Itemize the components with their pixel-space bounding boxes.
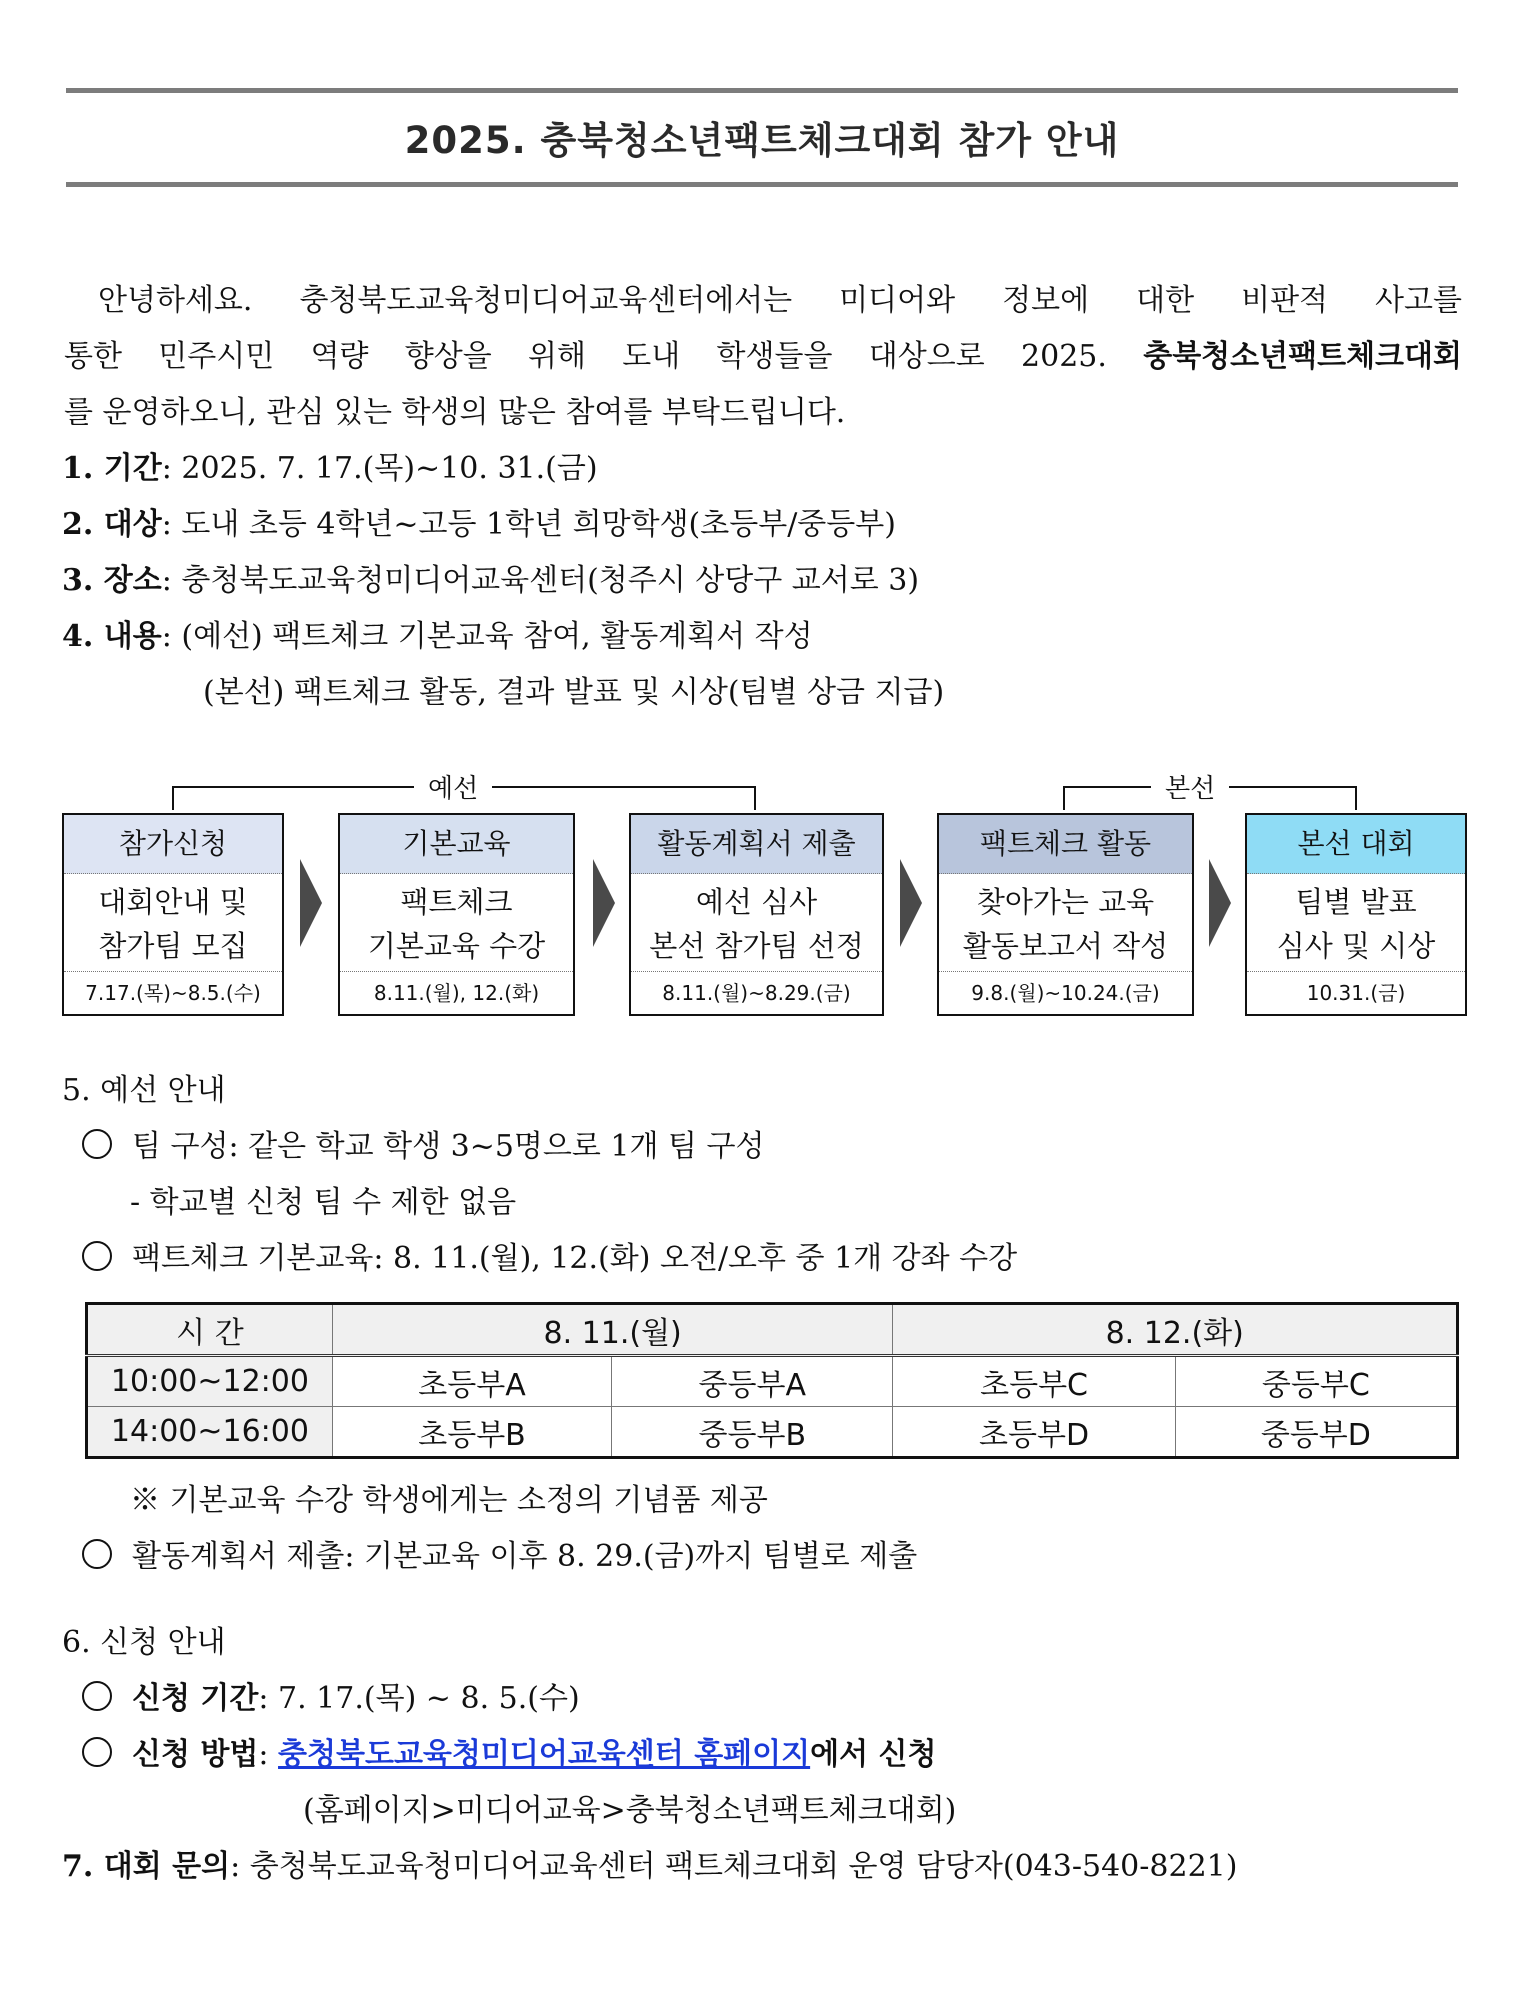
contest-name: 충북청소년팩트체크대회: [1143, 339, 1462, 374]
stage-activity-body-line-2: 활동보고서 작성: [962, 929, 1169, 963]
prelim-bracket: [172, 774, 756, 810]
contact-label: 7. 대회 문의: [62, 1849, 231, 1884]
table-cell-time: 10:00~12:00: [87, 1356, 333, 1407]
apply-method: [82, 1729, 937, 1773]
team-limit: - 학교별 신청 팀 수 제한 없음: [130, 1185, 517, 1220]
stage-activity-body: [939, 874, 1192, 972]
stage-activity-header: 팩트체크 활동: [939, 815, 1192, 874]
page-title: 2025. 충북청소년팩트체크대회 참가 안내: [404, 119, 1120, 162]
apply-period-text: : 7. 17.(목) ~ 8. 5.(수): [258, 1681, 580, 1716]
bullet-circle-icon: [82, 1129, 112, 1159]
bullet-circle-icon: [82, 1737, 112, 1767]
stage-plan: [629, 813, 884, 1016]
basic-education-text: 팩트체크 기본교육: 8. 11.(월), 12.(화) 오전/오후 중 1개 강좌 수강: [132, 1241, 1018, 1276]
item-period-text: : 2025. 7. 17.(목)~10. 31.(금): [161, 451, 598, 486]
homepage-link[interactable]: 충청북도교육청미디어교육센터 홈페이지: [278, 1737, 811, 1772]
team-composition-text: 팀 구성: 같은 학교 학생 3~5명으로 1개 팀 구성: [132, 1129, 765, 1164]
stage-activity-body-line-1: 찾아가는 교육: [976, 885, 1155, 919]
table-cell: 중등부B: [612, 1407, 893, 1458]
item-content: [62, 611, 813, 655]
item-period: [62, 443, 598, 487]
title-bottom-rule: [66, 182, 1458, 187]
apply-method-label: 신청 방법: [132, 1737, 259, 1772]
intro-line-3: 를 운영하오니, 관심 있는 학생의 많은 참여를 부탁드립니다.: [64, 395, 846, 430]
basic-education: [82, 1233, 1017, 1277]
flow-arrow-1: [300, 859, 322, 947]
stage-apply-body-line-2: 참가팀 모집: [98, 929, 248, 963]
stage-final-body: [1247, 874, 1465, 972]
stage-apply-body: [64, 874, 282, 972]
item-place-label: 3. 장소: [62, 563, 162, 598]
intro-line-2-text: 통한 민주시민 역량 향상을 위해 도내 학생들을 대상으로 2025.: [64, 339, 1144, 374]
contact-text: : 충청북도교육청미디어교육센터 팩트체크대회 운영 담당자(043-540-8221): [230, 1849, 1238, 1884]
stage-training-body: [340, 874, 573, 972]
plan-submission: [82, 1531, 917, 1575]
stage-training-body-line-1: 팩트체크: [400, 885, 513, 919]
item-target-label: 2. 대상: [62, 507, 162, 542]
apply-method-suffix: 에서 신청: [810, 1737, 937, 1772]
table-row: [87, 1407, 1458, 1458]
stage-training: [338, 813, 575, 1016]
homepage-path: (홈페이지>미디어교육>충북청소년팩트체크대회): [303, 1793, 957, 1828]
team-composition: [82, 1121, 764, 1165]
table-cell: 초등부C: [893, 1356, 1175, 1407]
item-period-label: 1. 기간: [62, 451, 162, 486]
stage-training-date: 8.11.(월), 12.(화): [373, 981, 540, 1005]
table-header-row: [87, 1304, 1458, 1356]
stage-final-body-line-2: 심사 및 시상: [1276, 929, 1436, 963]
stage-final: [1245, 813, 1467, 1016]
intro-paragraph: [64, 273, 1462, 441]
stage-plan-date: 8.11.(월)~8.29.(금): [662, 981, 851, 1005]
stage-activity: [937, 813, 1194, 1016]
stage-plan-body-line-2: 본선 참가팀 선정: [649, 929, 864, 963]
table-header-day-1: 8. 11.(월): [332, 1304, 893, 1356]
item-place: [62, 555, 919, 599]
item-content-text: : (예선) 팩트체크 기본교육 참여, 활동계획서 작성: [161, 619, 813, 654]
stage-apply-header: 참가신청: [64, 815, 282, 874]
final-bracket: [1063, 774, 1357, 810]
table-cell: 중등부C: [1175, 1356, 1457, 1407]
section-5-heading: 5. 예선 안내: [62, 1073, 226, 1108]
flow-arrow-2: [593, 859, 615, 947]
final-label: 본선: [1151, 768, 1229, 805]
stage-apply-date: 7.17.(목)~8.5.(수): [85, 981, 261, 1005]
table-header-day-2: 8. 12.(화): [893, 1304, 1458, 1356]
stage-final-body-line-1: 팀별 발표: [1295, 885, 1417, 919]
stage-training-header: 기본교육: [340, 815, 573, 874]
item-target-text: : 도내 초등 4학년~고등 1학년 희망학생(초등부/중등부): [161, 507, 896, 542]
table-cell: 초등부D: [893, 1407, 1175, 1458]
table-row: [87, 1356, 1458, 1407]
apply-method-colon: :: [258, 1737, 279, 1772]
flow-arrow-4: [1209, 859, 1231, 947]
table-cell: 중등부D: [1175, 1407, 1457, 1458]
apply-period-label: 신청 기간: [132, 1681, 259, 1716]
flow-arrow-3: [900, 859, 922, 947]
bullet-circle-icon: [82, 1539, 112, 1569]
stage-final-date: 10.31.(금): [1306, 981, 1406, 1005]
apply-period: [82, 1673, 580, 1717]
intro-line-2: [64, 329, 1462, 385]
contact-info: [62, 1841, 1237, 1885]
bullet-circle-icon: [82, 1681, 112, 1711]
stage-plan-body: [631, 874, 882, 972]
table-cell: 초등부B: [332, 1407, 611, 1458]
stage-apply-body-line-1: 대회안내 및: [98, 885, 248, 919]
stage-final-header: 본선 대회: [1247, 815, 1465, 874]
item-place-text: : 충청북도교육청미디어교육센터(청주시 상당구 교서로 3): [161, 563, 920, 598]
stage-plan-body-line-1: 예선 심사: [695, 885, 818, 919]
item-content-line-2: (본선) 팩트체크 활동, 결과 발표 및 시상(팀별 상금 지급): [203, 675, 945, 710]
item-target: [62, 499, 896, 543]
table-cell: 중등부A: [612, 1356, 893, 1407]
stage-apply: [62, 813, 284, 1016]
item-content-label: 4. 내용: [62, 619, 162, 654]
title-top-rule: [66, 88, 1458, 93]
stage-training-body-line-2: 기본교육 수강: [367, 929, 546, 963]
table-cell: 초등부A: [332, 1356, 611, 1407]
bullet-circle-icon: [82, 1241, 112, 1271]
table-cell-time: 14:00~16:00: [87, 1407, 333, 1458]
section-6-heading: 6. 신청 안내: [62, 1625, 226, 1660]
stage-plan-header: 활동계획서 제출: [631, 815, 882, 874]
intro-line-1: 안녕하세요. 충청북도교육청미디어교육센터에서는 미디어와 정보에 대한 비판적 사고를: [98, 283, 1462, 318]
stage-activity-date: 9.8.(월)~10.24.(금): [971, 981, 1160, 1005]
souvenir-note: ※ 기본교육 수강 학생에게는 소정의 기념품 제공: [130, 1483, 768, 1518]
prelim-label: 예선: [414, 768, 492, 805]
education-schedule-table: [85, 1302, 1459, 1459]
plan-submission-text: 활동계획서 제출: 기본교육 이후 8. 29.(금)까지 팀별로 제출: [132, 1539, 918, 1574]
table-header-time: 시 간: [87, 1304, 333, 1356]
